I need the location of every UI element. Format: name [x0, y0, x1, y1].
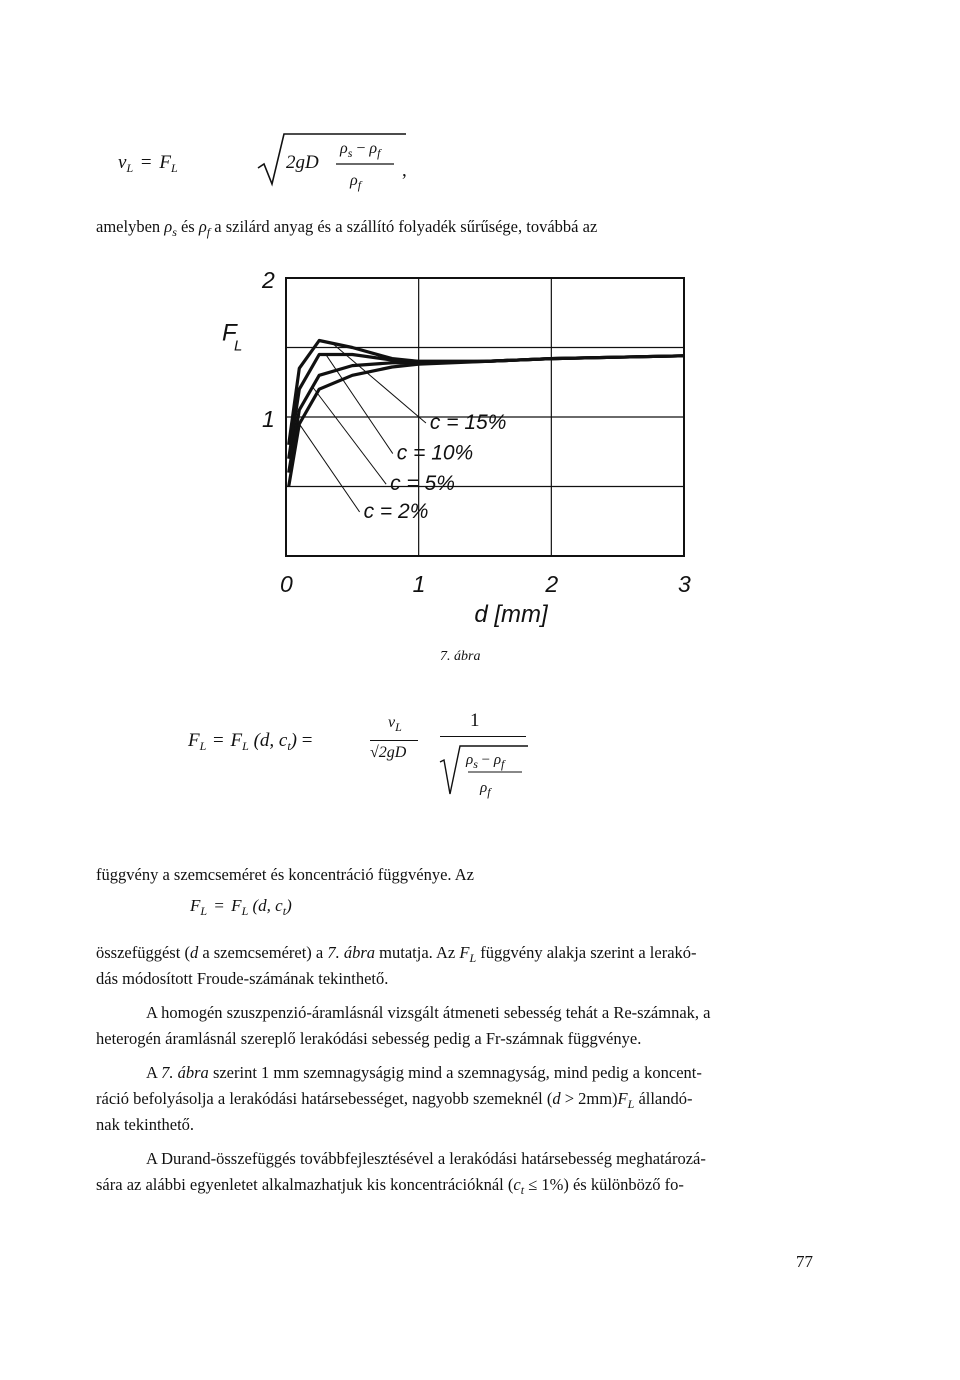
- annotation-label-4: c = 2%: [363, 499, 429, 523]
- paragraph-5-line-3: nak tekinthető.: [96, 1115, 195, 1134]
- x-tick-label-1: 1: [412, 571, 426, 597]
- series-line-2: [289, 355, 684, 459]
- equation1-root-inner: 2gD: [286, 152, 319, 173]
- equation-2-one: 1: [470, 710, 480, 731]
- x-tick-label-2: 2: [545, 571, 559, 597]
- paragraph-5-line-1: A 7. ábra szerint 1 mm szemnagyságig mind a szemnagyság, mind pedig a koncent-: [146, 1063, 702, 1082]
- fraction-bar-2: [440, 736, 526, 737]
- y-axis-label-sub: L: [234, 337, 243, 355]
- y-axis-label: F: [222, 319, 237, 347]
- paragraph-6-line-1: A Durand-összefüggés továbbfejlesztésével a lerakódási határsebesség meghatározá-: [146, 1149, 706, 1168]
- y-tick-label-2: 2: [262, 267, 275, 293]
- equation-2-inner-den: $\rho_f$: [480, 780, 491, 799]
- paragraph-2: függvény a szemcseméret és koncentráció függvénye. Az: [96, 865, 474, 884]
- paragraph-6-line-2: sára az alábbi egyenletet alkalmazhatjuk kis koncentrációknál $(c_t \le 1\%)$ és különböző fo-: [96, 1175, 684, 1197]
- page-number: 77: [796, 1252, 813, 1271]
- x-axis-label: d [mm]: [474, 601, 548, 628]
- annotation-label-2: c = 10%: [396, 441, 474, 465]
- paragraph-4-line-2: heterogén áramlásnál szereplő lerakódási sebesség pedig a Fr-számnak függvénye.: [96, 1029, 642, 1048]
- x-tick-label-3: 3: [678, 571, 691, 597]
- equation-2-denominator: √2gD: [370, 744, 407, 761]
- figure-caption: 7. ábra: [440, 649, 481, 664]
- equation-2-lhs: $F_L = F_L$ (d, $c_t$) =: [188, 730, 313, 753]
- sqrt-sign: [256, 128, 416, 188]
- paragraph-5-line-2: ráció befolyásolja a lerakódási határsebességet, nagyobb szemeknél $(d > 2mm)F_L$ állandó-: [96, 1089, 693, 1111]
- annotation-label-3: c = 5%: [390, 472, 455, 496]
- fraction-bar: [370, 740, 418, 741]
- equation-2-inner-num: $\rho_s - \rho_f$: [466, 752, 505, 771]
- equation-3: $F_L = F_L$ (d, $c_t$): [190, 896, 292, 918]
- annotation-label-1: c = 15%: [429, 411, 507, 434]
- equation1-numerator: $\rho_s - \rho_f$: [340, 140, 381, 160]
- y-tick-label-1: 1: [262, 406, 275, 432]
- fl-chart: [180, 260, 740, 660]
- equation-vl: $v_L = F_L$: [118, 152, 178, 175]
- equation-2-numerator: $v_L$: [388, 714, 402, 734]
- equation1-comma: ,: [402, 160, 407, 181]
- paragraph-3-line-2: dás módosított Froude-számának tekinthető.: [96, 969, 389, 988]
- x-tick-label-0: 0: [280, 571, 293, 597]
- paragraph-1: amelyben $\rho_s$ és $\rho_f$ a szilárd anyag és a szállító folyadék sűrűsége, továbbá az: [96, 217, 598, 239]
- annotation-leader-3: [313, 387, 387, 484]
- paragraph-4-line-1: A homogén szuszpenzió-áramlásnál vizsgált átmeneti sebesség tehát a Re-számnak, a: [146, 1003, 711, 1022]
- paragraph-3-line-1: összefüggést (d a szemcseméret) a 7. ábra mutatja. Az $F_L$ függvény alakja szerint a lerakó-: [96, 943, 697, 965]
- equation1-denominator: $\rho_f$: [350, 172, 362, 192]
